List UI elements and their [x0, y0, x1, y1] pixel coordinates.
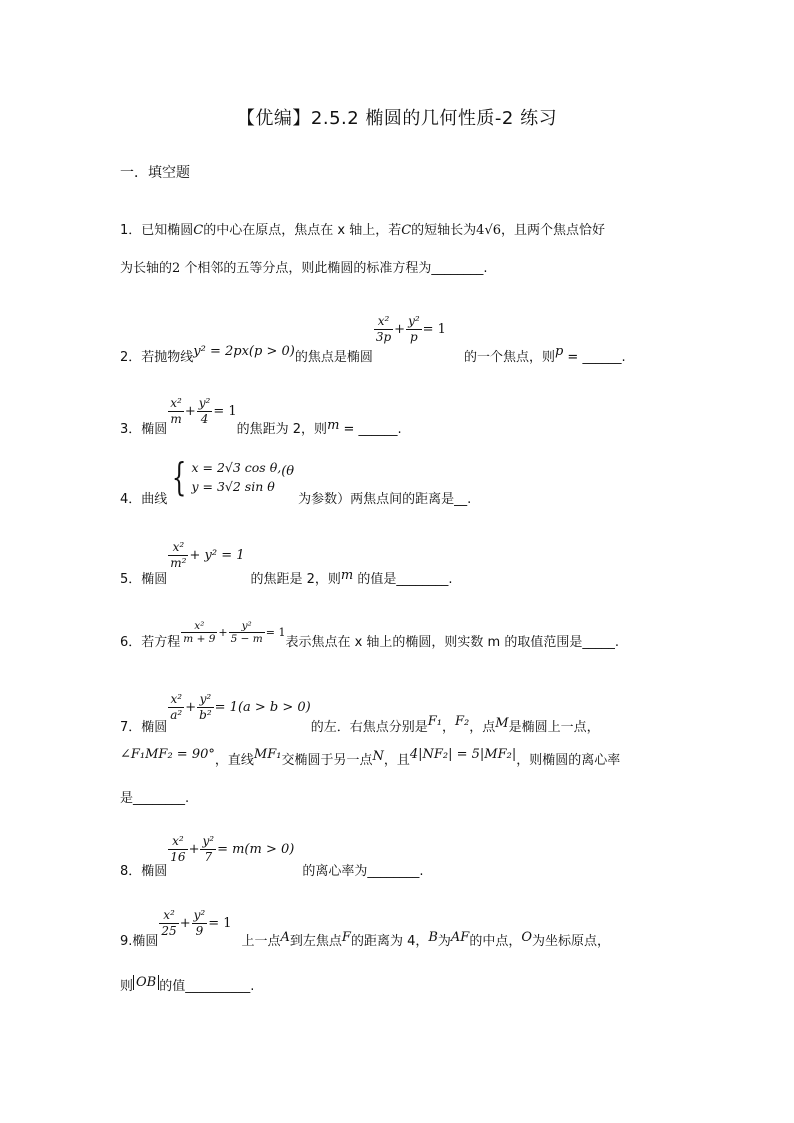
fraction: $\frac{\text{y²}}{7}$: [202, 834, 215, 864]
question-2: 2．若抛物线y² = 2px(p > 0)的焦点是椭圆 $\frac{\text{x²}}{3p}$ + $\frac{\text{y²}}{p}$ = 1的一个焦点，则p = ______.: [120, 314, 626, 365]
fraction: $\frac{\text{x²}}{\text{a²}}$: [170, 692, 183, 722]
math-value: 4√6: [476, 223, 501, 238]
math-C: C: [193, 223, 204, 238]
page-title: 【优编】2.5.2 椭圆的几何性质-2 练习: [236, 108, 558, 129]
fraction: $\frac{\text{x²}}{3p}$: [375, 314, 392, 344]
question-6: 6．若方程 $\frac{\text{x²}}{m + 9}$ + $\frac{\text{y²}}{5 - m}$ = 1表示焦点在 x 轴上的椭圆，则实数 m 的取值范围是_____.: [120, 620, 619, 650]
fraction: $\frac{\text{x²}}{m}$: [170, 396, 182, 426]
parametric-system: x = 2√3 cos θ, y = 3√2 sin θ: [191, 460, 282, 494]
question-7-line-2: ∠F₁MF₂ = 90°，直线MF₁交椭圆于另一点N，且4|NF₂| = 5|MF₂|，则椭圆的离心率: [120, 747, 621, 768]
fraction: $\frac{\text{x²}}{25}$: [161, 908, 177, 938]
question-1-line-1: 1．已知椭圆C的中心在原点，焦点在 x 轴上，若C的短轴长为4√6，且两个焦点恰好: [120, 223, 606, 238]
fraction: $\frac{\text{y²}}{5 - m}$: [230, 620, 263, 645]
fraction: $\frac{\text{y²}}{9}$: [193, 908, 206, 938]
fraction: $\frac{\text{y²}}{p}$: [408, 314, 420, 344]
question-7-line-3: 是________.: [120, 791, 190, 806]
question-7-line-1: 7．椭圆 $\frac{\text{x²}}{\text{a²}}$ + $\frac{\text{y²}}{\text{b²}}$ = 1(a > b > 0)的左．右焦点分别是F₁，F₂，点M是椭圆上一点，: [120, 692, 600, 735]
question-3: 3．椭圆 $\frac{\text{x²}}{m}$ + $\frac{\text{y²}}{4}$ = 1的焦距为 2，则m = ______.: [120, 396, 402, 437]
abs-OB: OB: [133, 975, 159, 990]
question-9-line-2: 则 OB 的值__________.: [120, 975, 255, 994]
fraction: $\frac{\text{x²}}{16}$: [170, 834, 186, 864]
question-9-line-1: 9.椭圆 $\frac{\text{x²}}{25}$ + $\frac{\text{y²}}{9}$ = 1上一点A到左焦点F的距离为 4，B为AF的中点，O为坐标原点，: [120, 908, 611, 949]
fraction: $\frac{\text{x²}}{m + 9}$: [183, 620, 216, 645]
fraction: $\frac{\text{x²}}{\text{m²}}$: [170, 540, 187, 570]
section-heading: 一．填空题: [120, 165, 190, 181]
question-8: 8．椭圆 $\frac{\text{x²}}{16}$ + $\frac{\text{y²}}{7}$ = m(m > 0)的离心率为________.: [120, 834, 424, 879]
brace: {: [172, 455, 187, 499]
fraction: $\frac{\text{y²}}{\text{b²}}$: [199, 692, 212, 722]
question-5: 5．椭圆 $\frac{\text{x²}}{\text{m²}}$ + y² = 1的焦距是 2，则m 的值是________.: [120, 540, 453, 587]
fraction: $\frac{\text{y²}}{4}$: [198, 396, 211, 426]
question-4: 4．曲线 { x = 2√3 cos θ, y = 3√2 sin θ (θ为参数）两焦点间的距离是__.: [120, 455, 472, 507]
math-parabola: y² = 2px(p > 0): [193, 344, 295, 359]
question-1-line-2: 为长轴的2 个相邻的五等分点，则此椭圆的标准方程为________.: [120, 261, 488, 276]
